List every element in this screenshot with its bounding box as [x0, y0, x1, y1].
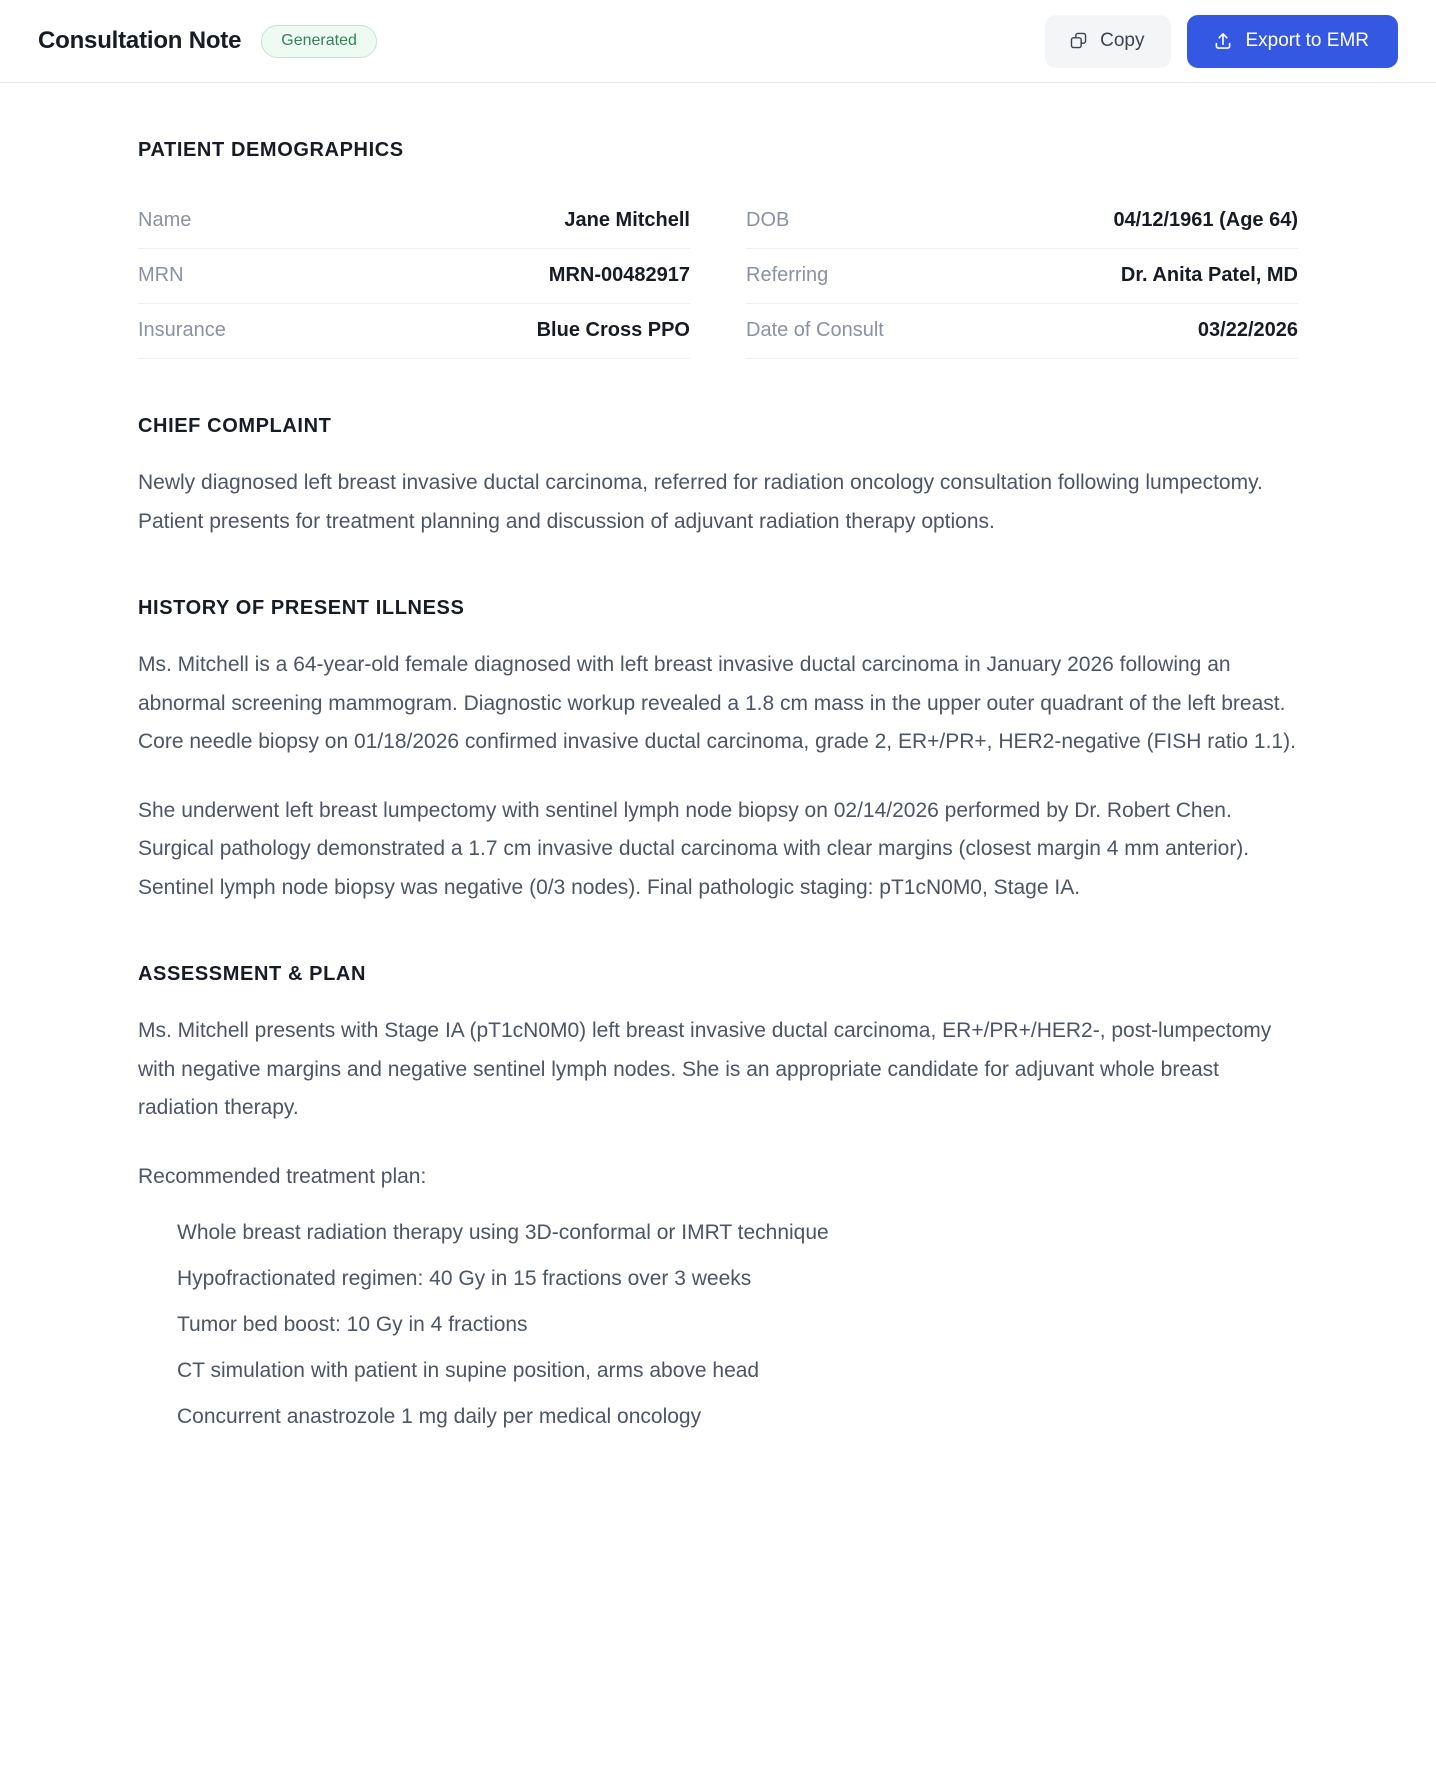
- section-patient-demographics: [138, 139, 1298, 359]
- demographics-label: DOB: [746, 209, 790, 231]
- list-item: CT simulation with patient in supine position, arms above head: [177, 1359, 760, 1382]
- list-item: Tumor bed boost: 10 Gy in 4 fractions: [177, 1313, 528, 1336]
- status-badge: Generated: [261, 25, 377, 58]
- treatment-plan-lead-in: Recommended treatment plan:: [138, 1164, 427, 1188]
- demographics-row: [746, 194, 1298, 249]
- demographics-row: [746, 304, 1298, 359]
- demographics-value: 04/12/1961 (Age 64): [1113, 209, 1298, 231]
- copy-button-label: Copy: [1100, 29, 1145, 51]
- section-history-of-present-illness: [138, 597, 1298, 907]
- demographics-value: 03/22/2026: [1197, 319, 1298, 341]
- demographics-label: Name: [138, 209, 192, 231]
- export-button-label: Export to EMR: [1245, 29, 1369, 51]
- chief-complaint-paragraph: Newly diagnosed left breast invasive ductal carcinoma, referred for radiation oncology consultation following lumpectomy. Patient presents for treatment planning and discussion of adjuvant radiation therapy options.: [138, 471, 1263, 533]
- assessment-heading: ASSESSMENT & PLAN: [138, 963, 367, 985]
- upload-icon: [1213, 31, 1233, 51]
- copy-icon: [1069, 31, 1088, 50]
- toolbar-actions: [1045, 15, 1398, 68]
- demographics-value: Blue Cross PPO: [536, 319, 690, 341]
- demographics-row: [138, 249, 690, 304]
- note-toolbar: [0, 0, 1436, 83]
- demographics-value: MRN-00482917: [548, 264, 690, 286]
- demographics-value: Jane Mitchell: [564, 209, 690, 231]
- history-heading: HISTORY OF PRESENT ILLNESS: [138, 597, 465, 619]
- chief-complaint-heading: CHIEF COMPLAINT: [138, 415, 332, 437]
- page-title: Consultation Note: [38, 27, 242, 54]
- demographics-label: MRN: [138, 264, 184, 286]
- export-to-emr-button[interactable]: [1187, 15, 1398, 68]
- demographics-label: Date of Consult: [746, 319, 884, 341]
- history-paragraph-1: Ms. Mitchell is a 64-year-old female diagnosed with left breast invasive ductal carcinoma in January 2026 following an abnormal screening mammogram. Diagnostic workup revealed a 1.8 cm mass in the upper outer quadrant of the left breast. Core needle biopsy on 01/18/2026 confirmed invasive ductal carcinoma, grade 2, ER+/PR+, HER2-negative (FISH ratio 1.1).: [138, 653, 1296, 753]
- demographics-label: Referring: [746, 264, 829, 286]
- toolbar-left-group: [38, 25, 377, 58]
- assessment-paragraph-1: Ms. Mitchell presents with Stage IA (pT1cN0M0) left breast invasive ductal carcinoma, ER+/PR+/HER2-, post-lumpectomy with negative margins and negative sentinel lymph nodes. She is an appropriate candidate for adjuvant whole breast radiation therapy.: [138, 1019, 1272, 1119]
- history-paragraph-2: She underwent left breast lumpectomy with sentinel lymph node biopsy on 02/14/2026 performed by Dr. Robert Chen. Surgical pathology demonstrated a 1.7 cm invasive ductal carcinoma with clear margins (closest margin 4 mm anterior). Sentinel lymph node biopsy was negative (0/3 nodes). Final pathologic staging: pT1cN0M0, Stage IA.: [138, 798, 1250, 899]
- demographics-label: Insurance: [138, 319, 226, 341]
- demographics-heading: PATIENT DEMOGRAPHICS: [138, 139, 404, 161]
- list-item: Whole breast radiation therapy using 3D-conformal or IMRT technique: [177, 1221, 829, 1244]
- list-item: Hypofractionated regimen: 40 Gy in 15 fractions over 3 weeks: [177, 1267, 752, 1290]
- list-item: Concurrent anastrozole 1 mg daily per medical oncology: [177, 1405, 702, 1428]
- consultation-note-document: [0, 83, 1436, 1440]
- demographics-row: [138, 194, 690, 249]
- section-chief-complaint: [138, 415, 1298, 541]
- demographics-row: [746, 249, 1298, 304]
- section-assessment-and-plan: [138, 963, 1298, 1440]
- demographics-grid: [138, 194, 1298, 359]
- copy-button[interactable]: [1045, 15, 1171, 68]
- demographics-value: Dr. Anita Patel, MD: [1120, 264, 1298, 286]
- treatment-plan-list: [138, 1210, 1298, 1440]
- demographics-row: [138, 304, 690, 359]
